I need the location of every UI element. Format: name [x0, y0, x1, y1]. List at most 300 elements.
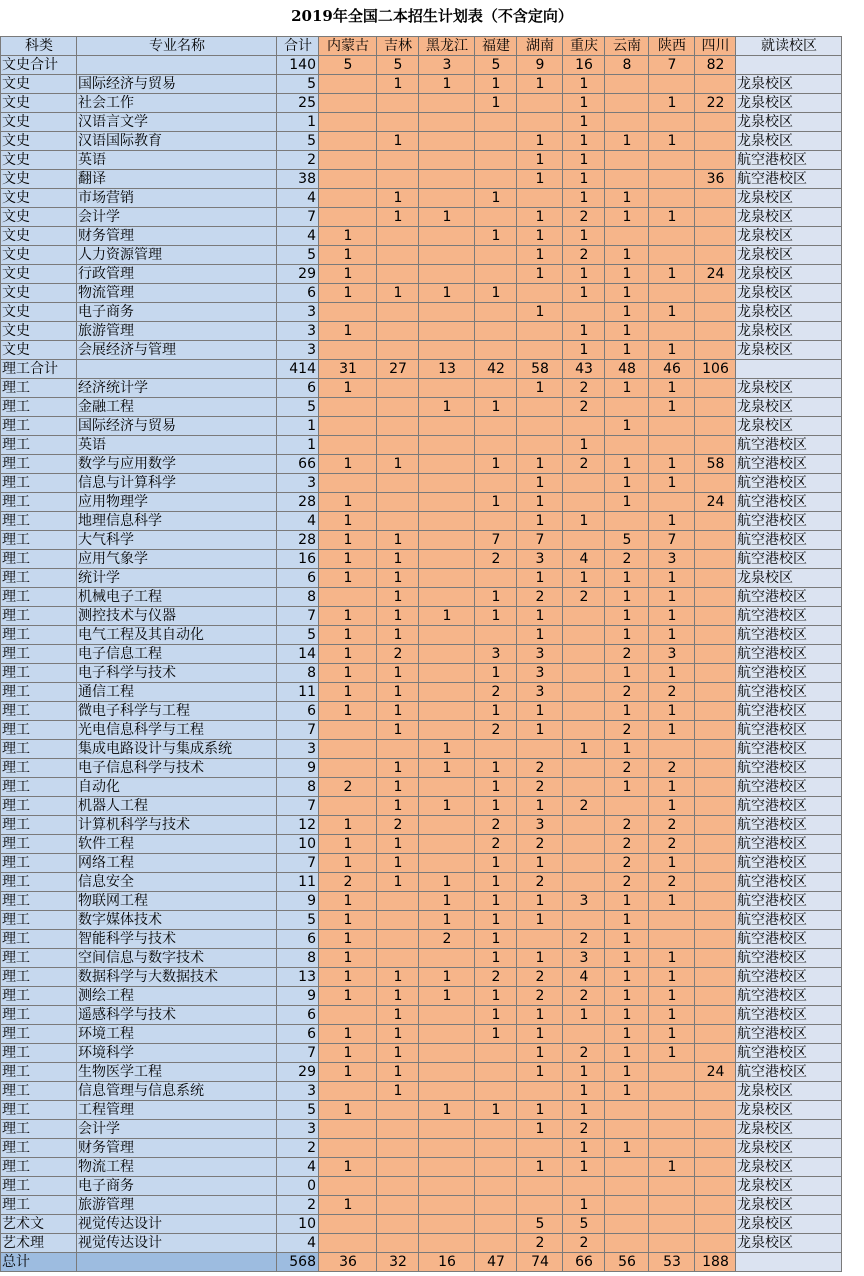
table-cell: 1	[377, 208, 419, 227]
table-cell: 1	[419, 987, 475, 1006]
table-cell: 1	[605, 1063, 649, 1082]
table-cell: 1	[517, 1120, 563, 1139]
table-cell: 网络工程	[77, 854, 277, 873]
table-cell: 航空港校区	[736, 645, 842, 664]
table-cell: 3	[517, 816, 563, 835]
table-cell	[377, 1196, 419, 1215]
table-cell	[649, 436, 695, 455]
table-cell: 3	[277, 1082, 319, 1101]
table-cell: 龙泉校区	[736, 1234, 842, 1253]
table-cell: 航空港校区	[736, 911, 842, 930]
table-cell: 理工	[1, 398, 77, 417]
table-cell: 1	[319, 968, 377, 987]
table-cell	[517, 740, 563, 759]
table-row	[1, 265, 842, 284]
table-cell: 24	[695, 265, 736, 284]
table-cell	[377, 322, 419, 341]
table-cell: 2	[649, 816, 695, 835]
table-cell: 航空港校区	[736, 664, 842, 683]
table-cell	[563, 816, 605, 835]
table-cell: 文史合计	[1, 56, 77, 75]
table-cell: 社会工作	[77, 94, 277, 113]
table-cell: 16	[563, 56, 605, 75]
table-cell	[319, 341, 377, 360]
table-cell: 1	[377, 854, 419, 873]
table-cell: 1	[605, 911, 649, 930]
table-cell: 5	[277, 132, 319, 151]
table-cell	[475, 1120, 517, 1139]
table-cell: 1	[517, 1025, 563, 1044]
table-cell: 1	[649, 303, 695, 322]
table-cell: 2	[277, 1196, 319, 1215]
table-cell: 7	[277, 721, 319, 740]
table-cell	[563, 626, 605, 645]
table-cell	[695, 398, 736, 417]
table-cell: 2	[277, 151, 319, 170]
table-cell: 1	[605, 949, 649, 968]
table-cell: 1	[319, 835, 377, 854]
table-cell	[319, 303, 377, 322]
table-cell: 翻译	[77, 170, 277, 189]
table-row	[1, 360, 842, 379]
table-cell: 1	[605, 607, 649, 626]
table-cell: 1	[319, 512, 377, 531]
table-cell	[649, 246, 695, 265]
table-cell: 7	[277, 607, 319, 626]
table-row	[1, 1101, 842, 1120]
header-cell: 四川	[695, 37, 736, 56]
table-row	[1, 607, 842, 626]
table-cell: 航空港校区	[736, 778, 842, 797]
table-cell: 1	[377, 759, 419, 778]
table-cell	[695, 531, 736, 550]
table-cell: 3	[517, 550, 563, 569]
table-cell	[419, 531, 475, 550]
table-cell: 1	[649, 1158, 695, 1177]
table-cell: 29	[277, 265, 319, 284]
table-cell	[319, 1177, 377, 1196]
table-cell: 2	[377, 645, 419, 664]
table-cell: 1	[319, 626, 377, 645]
table-cell: 5	[319, 56, 377, 75]
table-cell: 1	[475, 493, 517, 512]
table-cell: 1	[649, 455, 695, 474]
table-cell: 1	[377, 455, 419, 474]
table-cell	[563, 417, 605, 436]
table-cell: 1	[649, 569, 695, 588]
table-cell: 1	[419, 284, 475, 303]
table-cell: 视觉传达设计	[77, 1215, 277, 1234]
table-cell	[419, 854, 475, 873]
table-cell: 1	[377, 873, 419, 892]
table-cell: 文史	[1, 227, 77, 246]
table-cell: 工程管理	[77, 1101, 277, 1120]
table-cell: 1	[605, 588, 649, 607]
table-cell: 1	[517, 227, 563, 246]
table-cell: 1	[605, 246, 649, 265]
table-cell: 1	[563, 265, 605, 284]
header-cell: 就读校区	[736, 37, 842, 56]
table-cell	[695, 474, 736, 493]
table-cell	[695, 1139, 736, 1158]
table-row	[1, 1215, 842, 1234]
table-cell: 市场营销	[77, 189, 277, 208]
table-cell: 1	[319, 284, 377, 303]
table-cell: 1	[649, 265, 695, 284]
table-cell: 龙泉校区	[736, 75, 842, 94]
table-cell: 1	[419, 911, 475, 930]
table-cell: 2	[517, 1234, 563, 1253]
table-cell	[419, 493, 475, 512]
table-row	[1, 208, 842, 227]
table-cell	[695, 512, 736, 531]
table-cell: 1	[563, 512, 605, 531]
table-cell: 1	[517, 132, 563, 151]
table-cell	[517, 284, 563, 303]
table-cell	[319, 132, 377, 151]
table-cell	[563, 531, 605, 550]
table-cell	[377, 170, 419, 189]
table-row	[1, 930, 842, 949]
table-cell: 电气工程及其自动化	[77, 626, 277, 645]
table-cell	[419, 379, 475, 398]
table-cell: 5	[277, 626, 319, 645]
table-row	[1, 854, 842, 873]
table-cell: 龙泉校区	[736, 208, 842, 227]
table-cell	[695, 588, 736, 607]
table-cell	[605, 94, 649, 113]
table-cell	[695, 1120, 736, 1139]
table-cell: 1	[319, 550, 377, 569]
table-cell: 1	[377, 1044, 419, 1063]
table-cell: 1	[517, 170, 563, 189]
table-cell: 1	[319, 1044, 377, 1063]
table-cell: 理工	[1, 759, 77, 778]
table-cell: 1	[605, 1025, 649, 1044]
table-cell: 航空港校区	[736, 626, 842, 645]
table-cell	[377, 949, 419, 968]
table-cell: 1	[475, 1006, 517, 1025]
table-cell	[695, 607, 736, 626]
table-row	[1, 303, 842, 322]
table-row	[1, 1177, 842, 1196]
table-cell: 龙泉校区	[736, 132, 842, 151]
table-cell: 2	[319, 778, 377, 797]
table-cell	[517, 322, 563, 341]
table-cell: 1	[517, 1158, 563, 1177]
table-cell: 36	[695, 170, 736, 189]
table-cell: 1	[377, 797, 419, 816]
table-cell: 1	[605, 987, 649, 1006]
table-cell: 空间信息与数字技术	[77, 949, 277, 968]
table-cell	[377, 417, 419, 436]
table-cell: 地理信息科学	[77, 512, 277, 531]
table-cell: 数字媒体技术	[77, 911, 277, 930]
table-cell	[475, 151, 517, 170]
table-cell: 1	[563, 1196, 605, 1215]
table-cell: 1	[319, 246, 377, 265]
table-cell	[695, 379, 736, 398]
table-cell: 3	[517, 645, 563, 664]
table-cell: 1	[605, 493, 649, 512]
table-cell	[419, 1044, 475, 1063]
header-cell: 内蒙古	[319, 37, 377, 56]
table-cell	[419, 417, 475, 436]
table-cell: 理工	[1, 949, 77, 968]
table-cell: 7	[649, 56, 695, 75]
table-cell: 2	[605, 550, 649, 569]
table-cell: 24	[695, 493, 736, 512]
table-cell	[517, 398, 563, 417]
table-cell: 1	[649, 987, 695, 1006]
table-cell	[419, 1082, 475, 1101]
table-cell: 电子商务	[77, 1177, 277, 1196]
table-cell: 理工	[1, 493, 77, 512]
table-cell: 9	[277, 987, 319, 1006]
table-cell	[475, 1234, 517, 1253]
table-cell: 1	[605, 664, 649, 683]
table-cell	[319, 208, 377, 227]
table-cell: 1	[277, 113, 319, 132]
table-cell: 理工	[1, 873, 77, 892]
table-cell	[649, 1234, 695, 1253]
header-cell: 合计	[277, 37, 319, 56]
table-cell	[695, 816, 736, 835]
table-cell: 5	[277, 398, 319, 417]
table-cell: 理工	[1, 1196, 77, 1215]
table-cell: 电子信息科学与技术	[77, 759, 277, 778]
table-cell: 9	[277, 892, 319, 911]
table-cell: 艺术理	[1, 1234, 77, 1253]
table-cell: 航空港校区	[736, 854, 842, 873]
table-cell: 财务管理	[77, 1139, 277, 1158]
table-cell	[475, 246, 517, 265]
table-cell	[563, 1177, 605, 1196]
table-cell: 1	[377, 531, 419, 550]
table-cell: 1	[517, 702, 563, 721]
table-cell: 1	[419, 398, 475, 417]
table-cell	[419, 455, 475, 474]
table-cell: 1	[517, 1006, 563, 1025]
table-cell: 1	[319, 702, 377, 721]
table-cell	[475, 626, 517, 645]
table-cell	[377, 398, 419, 417]
table-cell	[319, 151, 377, 170]
table-row	[1, 1006, 842, 1025]
table-cell	[695, 151, 736, 170]
table-cell: 6	[277, 1025, 319, 1044]
table-cell: 1	[605, 1044, 649, 1063]
table-cell	[695, 1082, 736, 1101]
table-cell: 1	[563, 1101, 605, 1120]
table-cell	[649, 322, 695, 341]
table-cell: 1	[377, 968, 419, 987]
table-cell: 理工	[1, 588, 77, 607]
table-cell: 1	[605, 702, 649, 721]
table-row	[1, 322, 842, 341]
table-cell: 1	[475, 455, 517, 474]
table-cell: 1	[649, 949, 695, 968]
table-cell: 1	[605, 569, 649, 588]
table-cell	[695, 645, 736, 664]
table-cell: 会计学	[77, 1120, 277, 1139]
table-cell	[649, 170, 695, 189]
table-cell	[377, 436, 419, 455]
table-cell	[319, 474, 377, 493]
table-cell: 2	[563, 588, 605, 607]
table-cell: 1	[419, 75, 475, 94]
table-cell: 1	[319, 911, 377, 930]
table-cell	[419, 303, 475, 322]
table-cell: 7	[649, 531, 695, 550]
table-cell: 1	[649, 778, 695, 797]
table-row	[1, 113, 842, 132]
table-cell	[563, 721, 605, 740]
header-cell: 专业名称	[77, 37, 277, 56]
table-cell: 1	[649, 721, 695, 740]
table-cell: 1	[563, 740, 605, 759]
table-cell	[695, 1234, 736, 1253]
table-cell	[377, 911, 419, 930]
table-cell	[736, 360, 842, 379]
table-cell: 2	[517, 873, 563, 892]
table-cell: 10	[277, 1215, 319, 1234]
table-row	[1, 189, 842, 208]
table-cell	[475, 303, 517, 322]
table-cell: 文史	[1, 113, 77, 132]
table-cell: 8	[277, 949, 319, 968]
table-cell	[377, 94, 419, 113]
table-cell	[419, 227, 475, 246]
table-cell: 理工	[1, 664, 77, 683]
table-cell: 英语	[77, 436, 277, 455]
table-cell: 龙泉校区	[736, 322, 842, 341]
table-cell	[419, 1234, 475, 1253]
table-cell: 1	[649, 1044, 695, 1063]
table-cell: 1	[377, 1025, 419, 1044]
table-cell	[419, 626, 475, 645]
table-cell: 理工	[1, 702, 77, 721]
table-cell: 理工	[1, 436, 77, 455]
table-cell: 1	[419, 968, 475, 987]
table-cell: 1	[517, 1044, 563, 1063]
table-cell	[563, 759, 605, 778]
table-cell: 集成电路设计与集成系统	[77, 740, 277, 759]
table-cell: 测控技术与仪器	[77, 607, 277, 626]
table-cell: 25	[277, 94, 319, 113]
table-cell	[563, 778, 605, 797]
table-cell	[319, 436, 377, 455]
table-cell	[649, 189, 695, 208]
table-cell: 智能科学与技术	[77, 930, 277, 949]
table-cell	[475, 1177, 517, 1196]
table-cell: 英语	[77, 151, 277, 170]
table-cell: 48	[605, 360, 649, 379]
table-cell: 航空港校区	[736, 531, 842, 550]
table-cell	[419, 683, 475, 702]
table-cell	[419, 702, 475, 721]
table-cell	[377, 1158, 419, 1177]
table-cell	[649, 227, 695, 246]
table-cell	[419, 94, 475, 113]
table-cell: 行政管理	[77, 265, 277, 284]
table-cell: 4	[277, 1158, 319, 1177]
table-cell	[695, 664, 736, 683]
table-cell: 58	[517, 360, 563, 379]
table-cell: 1	[319, 322, 377, 341]
table-cell: 9	[517, 56, 563, 75]
table-cell: 理工	[1, 911, 77, 930]
table-cell: 2	[475, 550, 517, 569]
table-row	[1, 246, 842, 265]
table-cell	[377, 930, 419, 949]
table-cell: 2	[563, 987, 605, 1006]
table-cell	[695, 987, 736, 1006]
table-cell: 1	[319, 816, 377, 835]
table-cell: 3	[475, 645, 517, 664]
table-cell	[419, 569, 475, 588]
table-cell	[695, 1158, 736, 1177]
table-cell: 1	[319, 949, 377, 968]
table-cell: 2	[649, 835, 695, 854]
table-cell	[377, 1177, 419, 1196]
table-cell: 1	[517, 265, 563, 284]
table-cell: 财务管理	[77, 227, 277, 246]
table-cell	[377, 1215, 419, 1234]
table-cell: 数学与应用数学	[77, 455, 277, 474]
table-row	[1, 778, 842, 797]
table-cell: 软件工程	[77, 835, 277, 854]
table-cell: 9	[277, 759, 319, 778]
table-cell: 文史	[1, 246, 77, 265]
table-cell	[319, 189, 377, 208]
table-cell: 2	[517, 759, 563, 778]
table-cell: 1	[419, 892, 475, 911]
table-cell: 文史	[1, 208, 77, 227]
table-cell: 1	[517, 892, 563, 911]
table-cell: 统计学	[77, 569, 277, 588]
table-cell: 2	[649, 759, 695, 778]
table-cell	[605, 1234, 649, 1253]
table-cell	[695, 683, 736, 702]
table-cell: 1	[605, 322, 649, 341]
table-cell	[649, 493, 695, 512]
table-cell: 航空港校区	[736, 1006, 842, 1025]
table-row	[1, 588, 842, 607]
table-cell: 2	[475, 683, 517, 702]
table-cell: 8	[605, 56, 649, 75]
table-cell: 1	[605, 968, 649, 987]
table-cell	[563, 911, 605, 930]
table-row	[1, 170, 842, 189]
table-cell: 2	[563, 455, 605, 474]
table-cell: 3	[419, 56, 475, 75]
table-cell: 1	[319, 930, 377, 949]
table-cell	[695, 1101, 736, 1120]
table-cell	[419, 436, 475, 455]
table-cell: 航空港校区	[736, 436, 842, 455]
table-cell: 6	[277, 379, 319, 398]
table-cell: 74	[517, 1253, 563, 1272]
table-cell: 2	[517, 968, 563, 987]
table-cell	[605, 1158, 649, 1177]
table-cell: 1	[277, 436, 319, 455]
table-cell	[695, 75, 736, 94]
table-cell: 11	[277, 873, 319, 892]
table-cell: 1	[517, 569, 563, 588]
table-cell: 理工	[1, 531, 77, 550]
table-cell: 1	[605, 778, 649, 797]
